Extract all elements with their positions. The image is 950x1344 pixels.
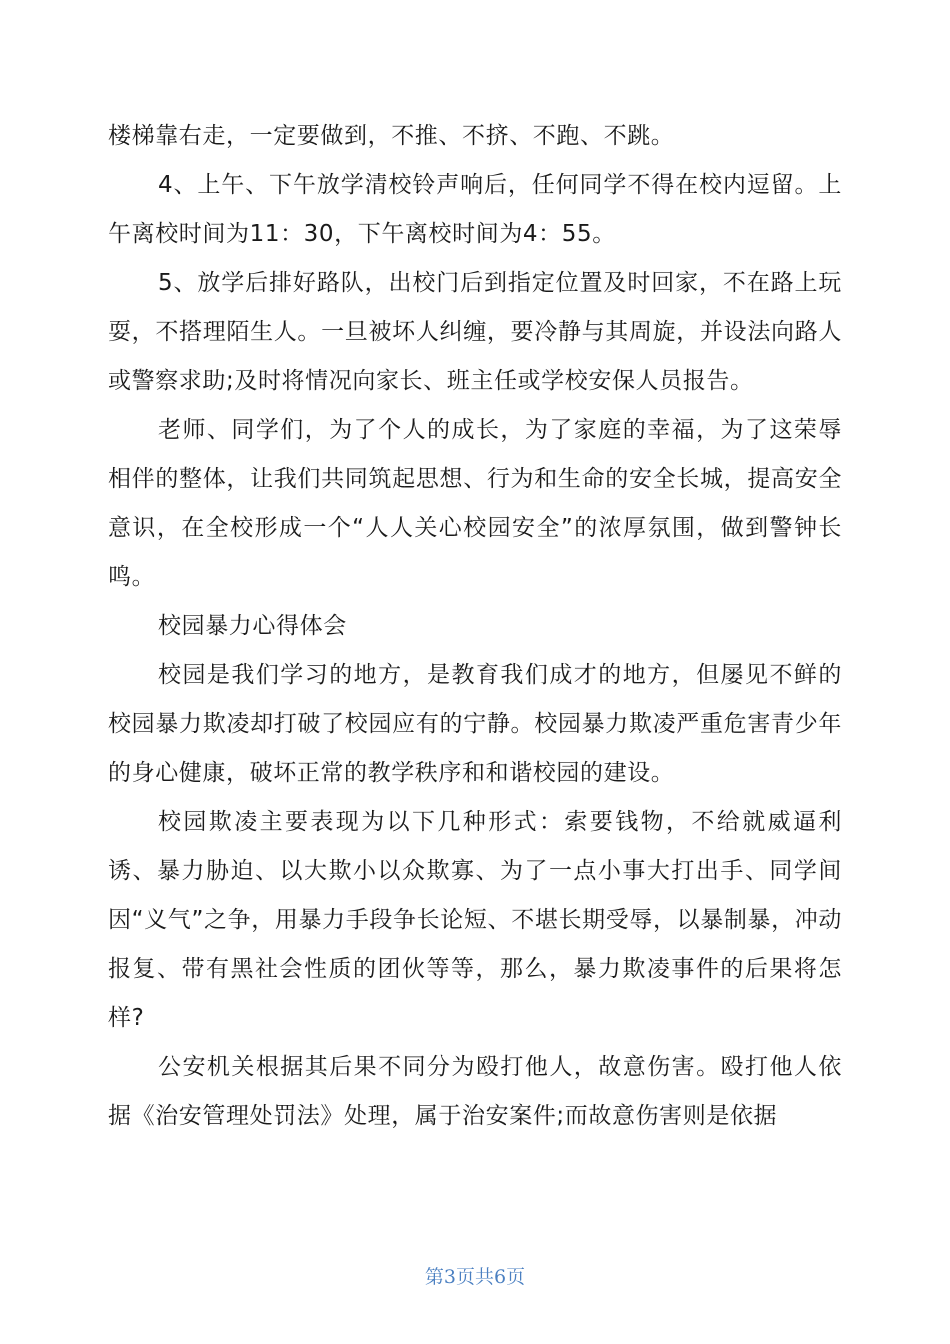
paragraph: 公安机关根据其后果不同分为殴打他人，故意伤害。殴打他人依据《治安管理处罚法》处理，属于治安案件;而故意伤害则是依据 <box>108 1054 842 1129</box>
paragraph: 4、上午、下午放学清校铃声响后，任何同学不得在校内逗留。上午离校时间为11：30，下午离校时间为4：55。 <box>108 172 842 247</box>
paragraph: 5、放学后排好路队，出校门后到指定位置及时回家，不在路上玩耍，不搭理陌生人。一旦被坏人纠缠，要冷静与其周旋，并设法向路人或警察求助;及时将情况向家长、班主任或学校安保人员报告。 <box>108 270 842 394</box>
paragraph: 老师、同学们，为了个人的成长，为了家庭的幸福，为了这荣辱相伴的整体，让我们共同筑起思想、行为和生命的安全长城，提高安全意识，在全校形成一个“人人关心校园安全”的浓厚氛围，做到警钟长鸣。 <box>108 417 842 590</box>
paragraph: 校园欺凌主要表现为以下几种形式：索要钱物，不给就威逼利诱、暴力胁迫、以大欺小以众欺寡、为了一点小事大打出手、同学间因“义气”之争，用暴力手段争长论短、不堪长期受辱，以暴制暴，冲动报复、带有黑社会性质的团伙等等，那么，暴力欺凌事件的后果将怎样? <box>108 809 842 1031</box>
paragraph: 校园是我们学习的地方，是教育我们成才的地方，但屡见不鲜的校园暴力欺凌却打破了校园应有的宁静。校园暴力欺凌严重危害青少年的身心健康，破坏正常的教学秩序和和谐校园的建设。 <box>108 662 842 786</box>
section-heading: 校园暴力心得体会 <box>158 613 347 639</box>
paragraph: 楼梯靠右走，一定要做到，不推、不挤、不跑、不跳。 <box>108 123 675 149</box>
page-number: 第3页共6页 <box>424 1266 526 1288</box>
document-body <box>108 112 842 1141</box>
